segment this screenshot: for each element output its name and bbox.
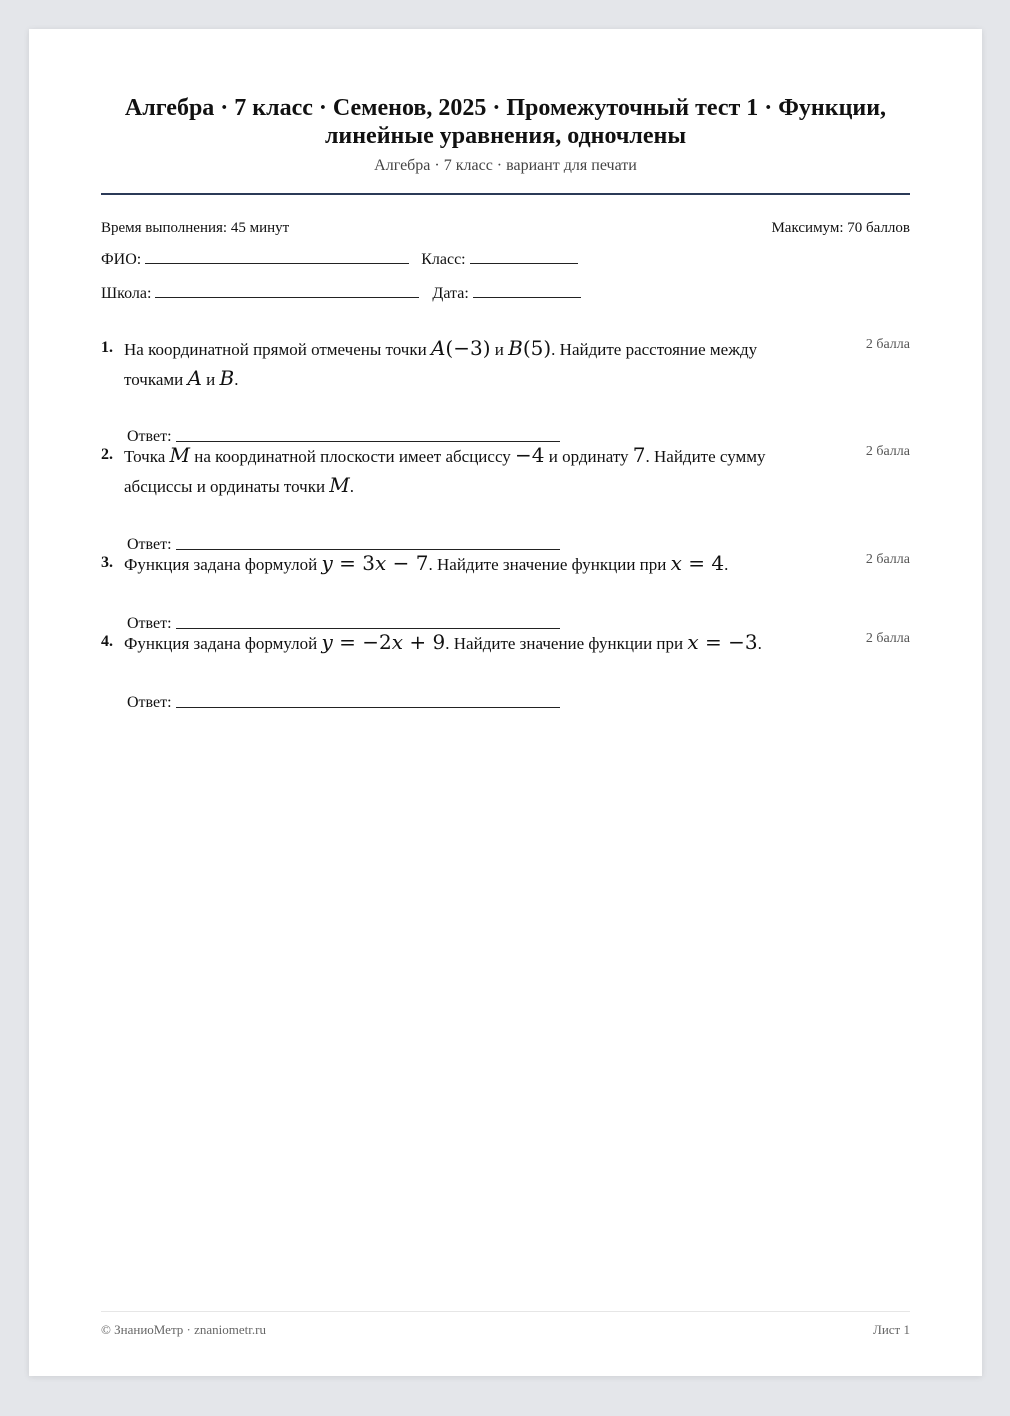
task-points: 2 балла bbox=[865, 444, 910, 459]
task-text-part: . Найдите расстояние между точками bbox=[124, 340, 758, 389]
math-variable: M bbox=[329, 473, 350, 497]
task-number: 1. bbox=[101, 339, 113, 356]
task-number: 2. bbox=[101, 446, 113, 463]
class-field[interactable] bbox=[470, 262, 578, 264]
task-points: 2 балла bbox=[865, 552, 910, 567]
school-label: Школа: bbox=[101, 285, 152, 302]
answer-label: Ответ: bbox=[127, 694, 172, 711]
task-text-part: Функция задана формулой bbox=[124, 634, 322, 653]
task-text-part: На координатной прямой отмечены точки bbox=[124, 340, 431, 359]
math-variable: M bbox=[169, 443, 190, 467]
task-text bbox=[124, 549, 814, 579]
task-text-part: и bbox=[201, 370, 220, 389]
worksheet-page bbox=[29, 29, 982, 1376]
math-variable: x bbox=[687, 630, 699, 654]
footer-divider bbox=[101, 1311, 910, 1312]
math-expression: = −3 bbox=[698, 630, 758, 654]
answer-row bbox=[127, 694, 560, 712]
footer-copyright: © ЗнаниоМетр · znaniometr.ru bbox=[101, 1322, 266, 1337]
class-label: Класс: bbox=[421, 251, 466, 268]
task-text-part: . Найдите сумму абсциссы и ординаты точки bbox=[124, 447, 766, 496]
math-variable: B bbox=[508, 336, 523, 360]
math-variable: A bbox=[187, 366, 202, 390]
task-text bbox=[124, 628, 814, 658]
task-number: 3. bbox=[101, 554, 113, 571]
footer-page-number: Лист 1 bbox=[873, 1322, 910, 1337]
date-field[interactable] bbox=[473, 296, 581, 298]
task-text-part: . bbox=[349, 477, 355, 496]
school-field[interactable] bbox=[155, 296, 419, 298]
task-text-part: . bbox=[757, 634, 762, 653]
math-expression: = 3 bbox=[332, 551, 376, 575]
fio-label: ФИО: bbox=[101, 251, 142, 268]
task-text-part: на координатной плоскости имеет абсциссу bbox=[190, 447, 516, 466]
math-variable: A bbox=[430, 336, 446, 360]
page-subtitle: Алгебра · 7 класс · вариант для печати bbox=[374, 157, 637, 174]
math-expression: − 7 bbox=[386, 551, 429, 575]
answer-label: Ответ: bbox=[127, 536, 172, 553]
math-expression: = −2 bbox=[332, 630, 392, 654]
task-text-part: Функция задана формулой bbox=[124, 555, 322, 574]
math-variable: x bbox=[375, 551, 387, 575]
task-number: 4. bbox=[101, 633, 113, 650]
school-date-row bbox=[101, 285, 910, 303]
task-text-part: и ординату bbox=[544, 447, 633, 466]
answer-label: Ответ: bbox=[127, 615, 172, 632]
task-text-part: . bbox=[234, 370, 239, 389]
page-title: Алгебра · 7 класс · Семенов, 2025 · Промежуточный тест 1 · Функции, линейные уравнения, одночлены bbox=[124, 95, 887, 149]
task-text bbox=[124, 441, 814, 501]
max-score: Максимум: 70 баллов bbox=[771, 220, 910, 236]
task-text-part: Точка bbox=[124, 447, 170, 466]
math-variable: B bbox=[219, 366, 235, 390]
math-variable: y bbox=[321, 551, 333, 575]
answer-field[interactable] bbox=[176, 706, 560, 708]
task-text-part: и bbox=[490, 340, 509, 359]
fio-field[interactable] bbox=[145, 262, 409, 264]
answer-label: Ответ: bbox=[127, 428, 172, 445]
task-points: 2 балла bbox=[865, 631, 910, 646]
header-divider bbox=[101, 193, 910, 195]
math-expression: (−3) bbox=[445, 336, 491, 360]
math-expression: (5) bbox=[522, 336, 552, 360]
fio-class-row bbox=[101, 251, 910, 269]
math-variable: x bbox=[670, 551, 682, 575]
math-variable: y bbox=[321, 630, 333, 654]
math-expression: = 4 bbox=[681, 551, 725, 575]
task-text-part: . bbox=[724, 555, 729, 574]
time-limit: Время выполнения: 45 минут bbox=[101, 220, 290, 236]
task-text-part: . Найдите значение функции при bbox=[445, 634, 688, 653]
math-expression: 7 bbox=[632, 443, 646, 467]
task-text-part: . Найдите значение функции при bbox=[428, 555, 671, 574]
task-text bbox=[124, 334, 814, 394]
date-label: Дата: bbox=[432, 285, 469, 302]
math-expression: −4 bbox=[515, 443, 545, 467]
math-expression: + 9 bbox=[403, 630, 446, 654]
math-variable: x bbox=[391, 630, 404, 654]
task-points: 2 балла bbox=[865, 337, 910, 352]
